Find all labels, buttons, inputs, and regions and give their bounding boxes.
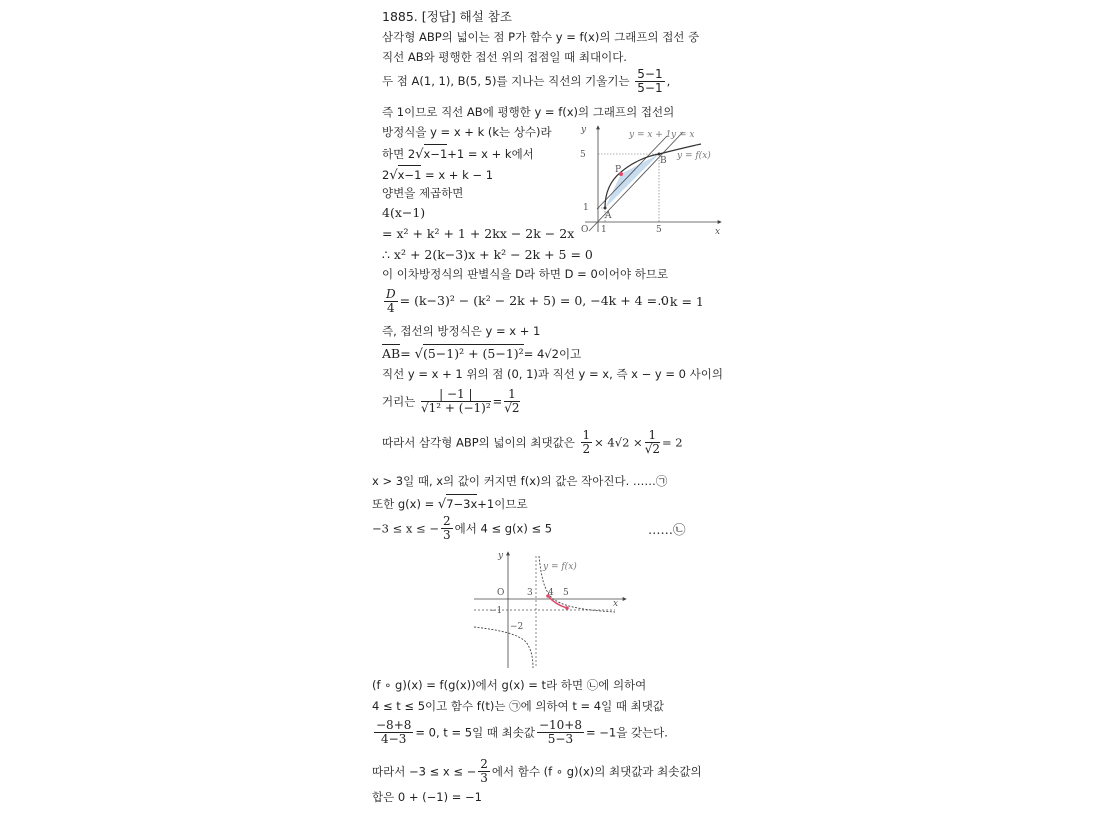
text-part: × 4√2 × (594, 435, 643, 450)
max-area-line (382, 429, 683, 456)
fraction-numerator: 1 (645, 429, 660, 443)
text-line: 4(x−1) (382, 205, 426, 220)
distance-fraction (421, 388, 491, 415)
curve-left-branch (474, 627, 533, 668)
axis-label-y: y (581, 125, 587, 135)
radical: √x−1 (389, 165, 421, 184)
graph-tangent-diagram (575, 122, 725, 237)
fraction-numerator: −8+8 (376, 718, 412, 732)
text-line: 4 ≤ t ≤ 5이고 함수 f(t)는 ㉠에 의하여 t = 4일 때 최댓값 (372, 699, 664, 713)
fraction-denominator: √1² + (−1)² (420, 401, 491, 415)
fraction-denominator: 2 (582, 442, 591, 456)
radicand: x−1 (424, 144, 448, 162)
marker-2: ……㉡ (648, 522, 686, 537)
text-line: 즉, 접선의 방정식은 y = x + 1 (382, 324, 541, 338)
text-line: 즉 1이므로 직선 AB에 평행한 y = f(x)의 그래프의 접선의 (382, 105, 675, 119)
line-label-x: y = x (671, 130, 695, 140)
text-part: = 2 (661, 435, 683, 450)
text-line: 양변을 제곱하면 (382, 186, 464, 200)
radical: √(5−1)² + (5−1)² (414, 346, 524, 362)
fraction-numerator: 2 (480, 757, 488, 771)
text-line: 직선 AB와 평행한 접선 위의 접점일 때 최대이다. (382, 50, 627, 64)
origin-label: O (497, 588, 505, 598)
slope-text: 두 점 A(1, 1), B(5, 5)를 지나는 직선의 기울기는 (382, 74, 630, 88)
problem-number: 1885. [정답] 해설 참조 (382, 9, 512, 24)
fraction-denominator: 3 (480, 771, 488, 785)
two-thirds-fraction (441, 515, 453, 542)
fraction-numerator: 1 (582, 428, 591, 442)
fraction-numerator: D (386, 287, 396, 301)
fraction-denominator: 5−3 (547, 732, 574, 746)
comma: , (666, 74, 671, 88)
text-part: = 4√2이고 (523, 347, 582, 361)
text-part: 하면 2 (382, 147, 416, 161)
final-range-line (372, 758, 702, 785)
distance-result (504, 388, 519, 415)
tick-label-x-5: 5 (656, 225, 662, 235)
text-part: 거리는 (382, 394, 416, 409)
fraction-denominator: √2 (644, 442, 660, 456)
text-line: 직선 y = x + 1 위의 점 (0, 1)과 직선 y = x, 즉 x − y = 0 사이의 (382, 367, 723, 381)
graph-f-rational (470, 548, 630, 670)
point-label-b: B (660, 156, 667, 166)
g-range-line (372, 515, 552, 542)
max-fraction (374, 719, 413, 746)
line-y-eq-x (589, 132, 683, 231)
conclusion-k: ∴ k = 1 (658, 294, 704, 309)
tick-label-y-1: 1 (583, 203, 589, 213)
text-part: 따라서 삼각형 ABP의 넓이의 최댓값은 (382, 435, 575, 450)
ab-length-line (382, 344, 581, 363)
radicand: (5−1)² + (5−1)² (422, 346, 524, 361)
fraction-denominator: 4 (386, 301, 395, 315)
text-line: 삼각형 ABP의 넓이는 점 P가 함수 y = f(x)의 그래프의 접선 중 (382, 30, 700, 44)
origin-label: O (581, 225, 589, 235)
fraction-denominator: 3 (442, 528, 451, 542)
tick-label-5: 5 (563, 588, 569, 598)
fraction-numerator: −10+8 (538, 718, 582, 732)
tangent-eq-line (382, 144, 534, 163)
half-fraction (581, 429, 593, 456)
text-part: = x + k − 1 (421, 168, 494, 182)
text-part: −3 ≤ x ≤ − (372, 521, 439, 536)
point-5 (565, 606, 569, 610)
max-min-line (372, 719, 668, 746)
line-y-eq-x-plus-1 (597, 136, 667, 209)
text-part: 따라서 −3 ≤ x ≤ − (372, 764, 477, 779)
fraction-denominator: √2 (504, 401, 520, 415)
tick-label-x-1: 1 (601, 225, 607, 235)
point-a (604, 207, 607, 210)
g-definition-line (372, 494, 528, 513)
text-part: 또한 g(x) = (372, 497, 438, 511)
distance-line (382, 388, 522, 415)
fraction-denominator: 4−3 (381, 732, 407, 746)
tangent-eq-line (382, 165, 493, 184)
final-answer-line: 합은 0 + (−1) = −1 (372, 790, 482, 804)
point-label-p: P (615, 165, 622, 175)
slope-fraction (635, 68, 664, 95)
fraction-numerator: | −1 | (421, 388, 491, 402)
text-part: 2 (382, 168, 390, 182)
text-line: 이 이차방정식의 판별식을 D라 하면 D = 0이어야 하므로 (382, 267, 669, 281)
text-part: = (400, 346, 415, 361)
radicand: x−1 (398, 165, 422, 183)
segment-ab: AB (382, 346, 401, 361)
two-thirds-fraction (478, 758, 490, 785)
curve-label-f: y = f(x) (677, 151, 711, 161)
text-line: (f ∘ g)(x) = f(g(x))에서 g(x) = t라 하면 ㉡에 의하여 (372, 678, 647, 692)
tick-label-3: 3 (527, 588, 533, 598)
axis-label-x: x (715, 227, 721, 237)
fraction-numerator: 5−1 (637, 67, 663, 81)
axis-label-y: y (498, 551, 504, 561)
tick-label-minus-2: −2 (510, 622, 524, 632)
radical: √7−3x (438, 494, 477, 513)
point-label-a: A (605, 211, 612, 221)
fraction-numerator: 2 (442, 514, 451, 528)
equals: = (492, 394, 503, 409)
text-part: +1이므로 (477, 497, 528, 511)
text-part: = −1을 갖는다. (585, 725, 668, 740)
curve-label-f: y = f(x) (543, 562, 577, 572)
text-part: +1 = x + k에서 (447, 147, 534, 161)
text-part: = 0, t = 5일 때 최솟값 (415, 725, 535, 740)
slope-line (382, 68, 670, 95)
tick-label-4: 4 (548, 588, 554, 598)
text-line-decreasing: x > 3일 때, x의 값이 커지면 f(x)의 값은 작아진다. ……㉠ (372, 474, 668, 488)
text-line: = x² + k² + 1 + 2kx − 2k − 2x (382, 226, 575, 241)
radical: √x−1 (415, 144, 447, 163)
d-over-4 (384, 288, 398, 315)
radicand: 7−3x (446, 494, 477, 512)
fraction-numerator: 1 (504, 388, 519, 402)
tick-label-y-5: 5 (580, 150, 586, 160)
min-fraction (537, 719, 584, 746)
text-line: 방정식을 y = x + k (k는 상수)라 (382, 125, 552, 139)
axis-label-x: x (613, 599, 619, 609)
text-part: 에서 함수 (f ∘ g)(x)의 최댓값과 최솟값의 (491, 764, 702, 779)
fraction-denominator: 5−1 (637, 81, 663, 95)
tick-label-minus-1: −1 (489, 606, 503, 616)
text-part: 에서 4 ≤ g(x) ≤ 5 (454, 521, 553, 536)
text-line: ∴ x² + 2(k−3)x + k² − 2k + 5 = 0 (382, 247, 593, 262)
line-label-x-plus-1: y = x + 1 (629, 130, 672, 140)
discriminant-line (382, 288, 669, 315)
text-part: = (k−3)² − (k² − 2k + 5) = 0, −4k + 4 = 0 (399, 293, 669, 308)
inv-sqrt2-fraction (645, 429, 660, 456)
